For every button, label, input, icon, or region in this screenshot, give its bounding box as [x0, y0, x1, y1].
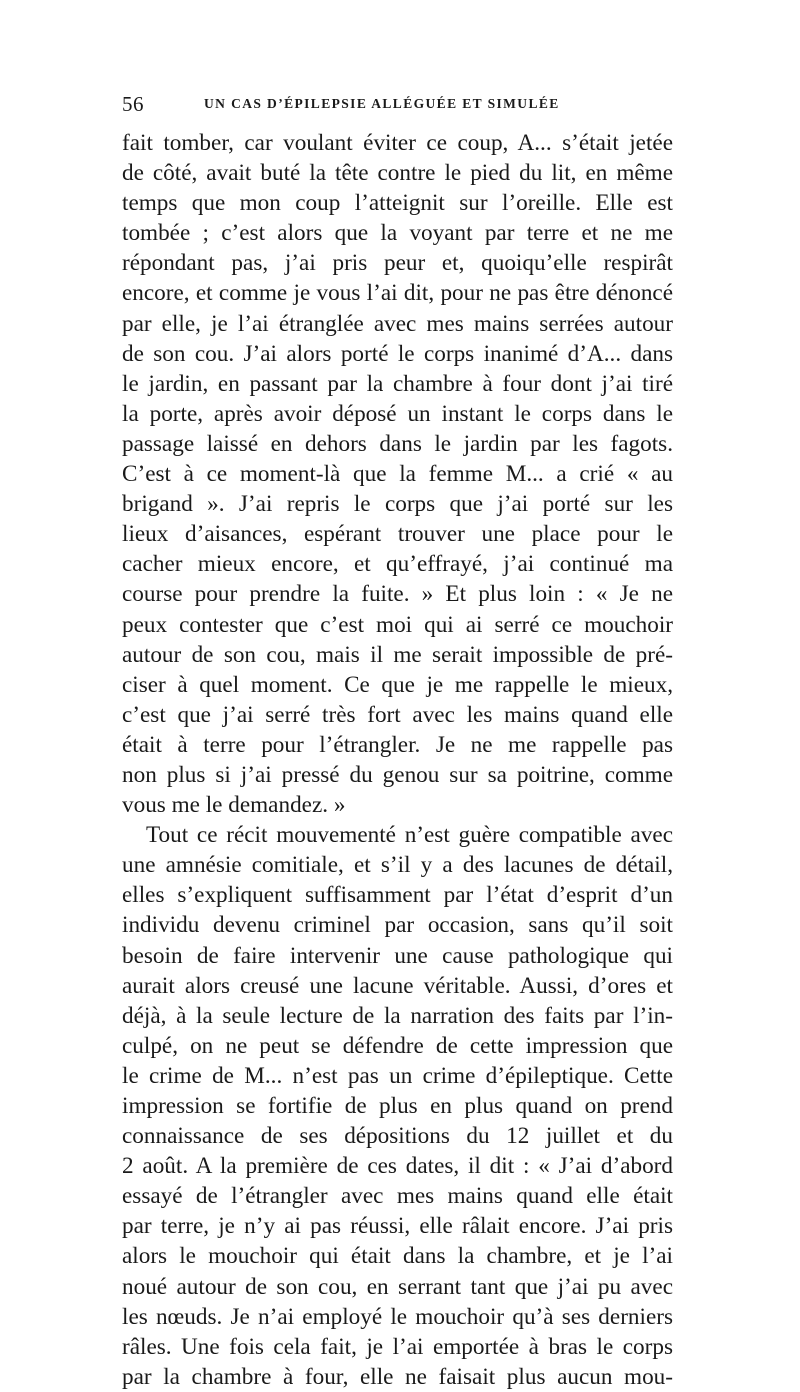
text-line: était à terre pour l’étrangler. Je ne me rappelle pas — [122, 731, 673, 758]
paragraph-1 — [122, 128, 673, 820]
text-line: le crime de M... n’est pas un crime d’épileptique. Cette — [122, 1062, 673, 1089]
text-line: par terre, je n’y ai pas réussi, elle râlait encore. J’ai pris — [122, 1213, 673, 1240]
page-number: 56 — [122, 92, 144, 116]
text-line: individu devenu criminel par occasion, sans qu’il soit — [122, 912, 673, 939]
text-line: brigand ». J’ai repris le corps que j’ai porté sur les — [122, 491, 673, 518]
text-line: impression se fortifie de plus en plus quand on prend — [122, 1093, 673, 1119]
text-line: par elle, je l’ai étranglée avec mes mains serrées autour — [122, 310, 673, 337]
text-line: besoin de faire intervenir une cause pathologique qui — [122, 942, 673, 969]
text-line: aurait alors creusé une lacune véritable. Aussi, d’ores et — [122, 972, 673, 999]
text-line: passage laissé en dehors dans le jardin par les fagots. — [122, 430, 673, 457]
text-line: lieux d’aisances, espérant trouver une place pour le — [122, 521, 673, 548]
text-line: encore, et comme je vous l’ai dit, pour ne pas être dénoncé — [122, 280, 673, 307]
text-line: alors le mouchoir qui était dans la chambre, et je l’ai — [122, 1243, 673, 1270]
text-line: tombée ; c’est alors que la voyant par terre et ne me — [122, 220, 673, 247]
text-line: connaissance de ses dépositions du 12 juillet et du — [122, 1123, 673, 1150]
running-title: UN CAS D’ÉPILEPSIE ALLÉGUÉE ET SIMULÉE — [204, 96, 560, 111]
text-line: non plus si j’ai pressé du genou sur sa poitrine, comme — [122, 761, 673, 788]
text-line: vous me le demandez. » — [122, 792, 346, 819]
text-line: la porte, après avoir déposé un instant le corps dans le — [122, 400, 673, 427]
text-line: fait tomber, car voulant éviter ce coup, A... s’était jetée — [122, 130, 673, 156]
text-line: essayé de l’étrangler avec mes mains quand elle était — [122, 1183, 673, 1210]
text-line: une amnésie comitiale, et s’il y a des lacunes de détail, — [122, 852, 673, 879]
text-line: elles s’expliquent suffisamment par l’état d’esprit d’un — [122, 882, 673, 909]
text-line: peux contester que c’est moi qui ai serré ce mouchoir — [122, 611, 673, 638]
text-line: noué autour de son cou, en serrant tant que j’ai pu avec — [122, 1273, 673, 1300]
text-line: culpé, on ne peut se défendre de cette impression que — [122, 1032, 673, 1059]
text-line: C’est à ce moment-là que la femme M... a crié « au — [122, 461, 673, 488]
text-line: Tout ce récit mouvementé n’est guère compatible avec — [146, 822, 673, 849]
text-line: déjà, à la seule lecture de la narration des faits par l’in- — [122, 1002, 673, 1029]
text-line: c’est que j’ai serré très fort avec les mains quand elle — [122, 701, 673, 728]
paragraph-2 — [122, 820, 673, 1392]
text-line: autour de son cou, mais il me serait impossible de pré- — [122, 641, 673, 668]
text-line: répondant pas, j’ai pris peur et, quoiqu’elle respirât — [122, 250, 673, 277]
text-line: temps que mon coup l’atteignit sur l’oreille. Elle est — [122, 190, 673, 217]
text-line: 2 août. A la première de ces dates, il dit : « J’ai d’abord — [122, 1153, 673, 1180]
text-line: course pour prendre la fuite. » Et plus loin : « Je ne — [122, 581, 673, 608]
text-line: cacher mieux encore, et qu’effrayé, j’ai continué ma — [122, 551, 673, 578]
text-line: par la chambre à four, elle ne faisait plus aucun mou- — [122, 1363, 673, 1390]
body-text — [122, 128, 673, 1392]
text-line: de son cou. J’ai alors porté le corps inanimé d’A... dans — [122, 340, 673, 367]
text-line: le jardin, en passant par la chambre à four dont j’ai tiré — [122, 370, 673, 397]
text-line: ciser à quel moment. Ce que je me rappelle le mieux, — [122, 671, 673, 698]
text-line: râles. Une fois cela fait, je l’ai emportée à bras le corps — [122, 1333, 673, 1360]
text-line: de côté, avait buté la tête contre le pied du lit, en même — [122, 160, 673, 187]
text-line: les nœuds. Je n’ai employé le mouchoir qu’à ses derniers — [122, 1303, 673, 1330]
page-header — [122, 92, 682, 122]
